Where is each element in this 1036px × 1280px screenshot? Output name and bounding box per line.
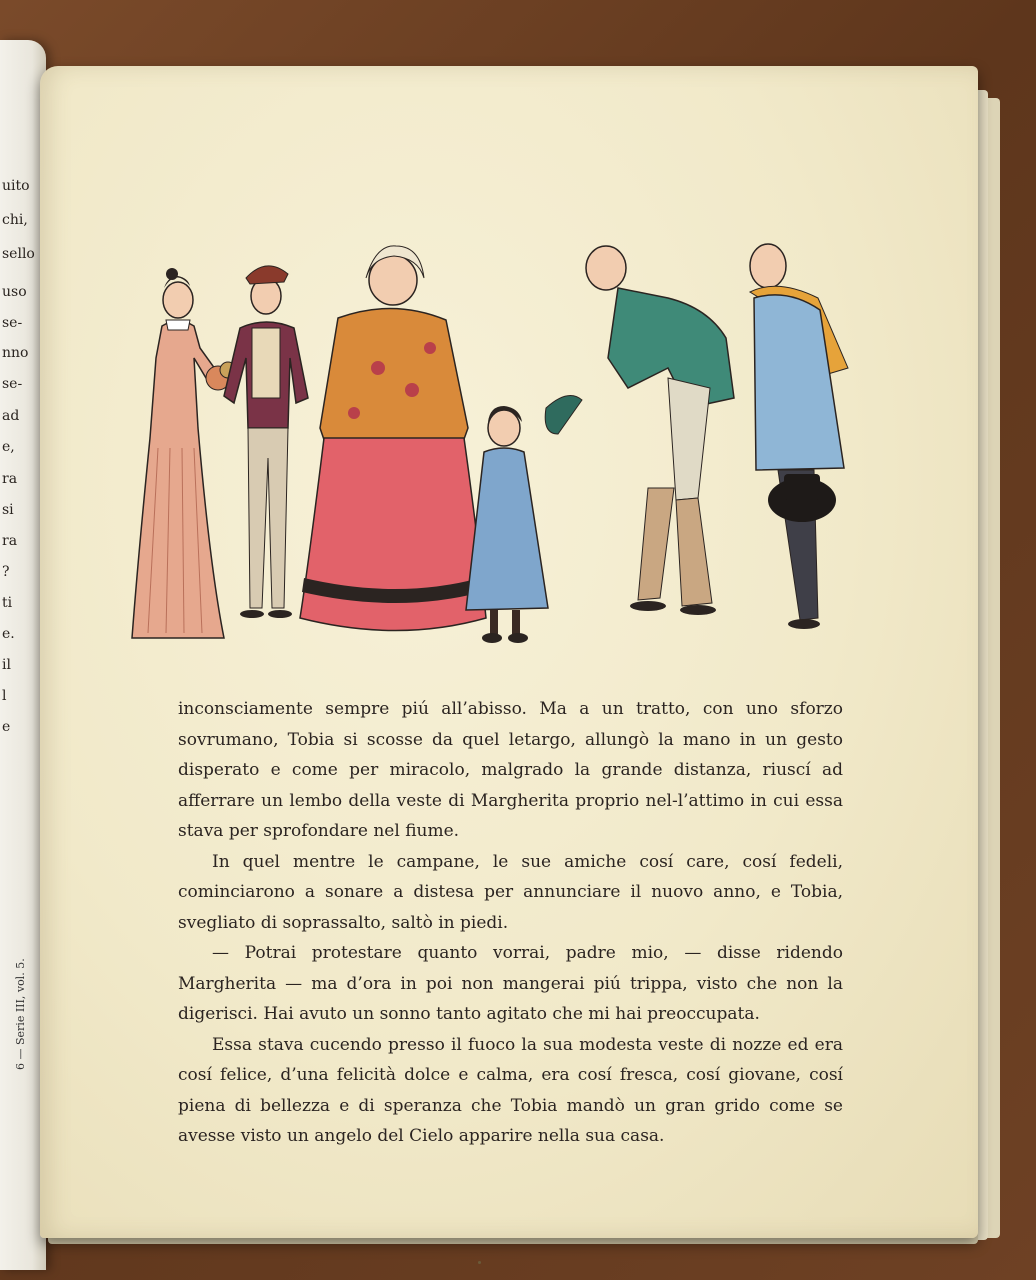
left-page-text-fragment: e. <box>2 626 15 642</box>
paragraph: — Potrai protestare quanto vorrai, padre mio, — disse ridendo Margherita — ma d’ora in poi non mangerai piú trippa, visto che non la digerisci. Hai avuto un sonno tanto agitato che mi hai preoccupata. <box>178 943 843 1024</box>
woman-with-shawl-figure <box>300 246 486 631</box>
left-page-text-fragment: ? <box>2 564 10 580</box>
ink-dot <box>478 1261 481 1264</box>
left-page-text-fragment: sello <box>2 246 35 262</box>
left-page-text-fragment: l <box>2 688 7 704</box>
body-text <box>178 694 843 1152</box>
left-page-text-fragment: ra <box>2 533 18 549</box>
left-page-text-fragment: ad <box>2 408 20 424</box>
left-page-text-fragment: si <box>2 502 14 518</box>
left-page-text-fragment: se- <box>2 315 23 331</box>
woman-pink-dress-figure <box>132 268 236 638</box>
left-page-text-fragment: e <box>2 719 11 735</box>
left-page-text-fragment: se- <box>2 376 23 392</box>
paragraph: inconsciamente sempre piú all’abisso. Ma a un tratto, con uno sforzo sovrumano, Tobia si scosse da quel letargo, allungò la mano in un gesto disperato e come per miracolo, malgrado la grande distanza, riuscí ad afferrare un lembo della veste di Margherita proprio nel-l’attimo in cui essa stava per sprofondare nel fiume. <box>178 699 843 841</box>
book-page <box>40 66 978 1238</box>
paragraph: Essa stava cucendo presso il fuoco la sua modesta veste di nozze ed era cosí felice, d’una felicità dolce e calma, era cosí fresca, cosí giovane, cosí piena di bellezza e di speranza che Tobia mandò un gran grido come se avesse visto un angelo del Cielo apparire nella sua casa. <box>178 1034 843 1146</box>
left-page-text-fragment: ti <box>2 595 13 611</box>
bowing-man-green-coat-figure <box>545 246 734 615</box>
man-with-scarf-figure <box>750 244 848 629</box>
girl-in-blue-figure <box>466 406 548 643</box>
paragraph: In quel mentre le campane, le sue amiche cosí care, cosí fedeli, cominciarono a sonare a distesa per annunciare il nuovo anno, e Tobia, svegliato di soprassalto, saltò in piedi. <box>178 851 843 933</box>
left-page-text-fragment: chi, <box>2 212 28 228</box>
left-page-text-fragment: nno <box>2 345 29 361</box>
left-page-text-fragment: ra <box>2 471 18 487</box>
left-page-text-fragment: il <box>2 657 11 673</box>
left-page-text-fragment: uso <box>2 284 27 300</box>
man-with-cap-figure <box>224 266 308 618</box>
left-page-text-fragment: uito <box>2 178 30 194</box>
page-margin-note: 6 — Serie III, vol. 5. <box>14 958 27 1070</box>
illustration-figures <box>128 238 888 668</box>
left-page-text-fragment: e, <box>2 439 15 455</box>
